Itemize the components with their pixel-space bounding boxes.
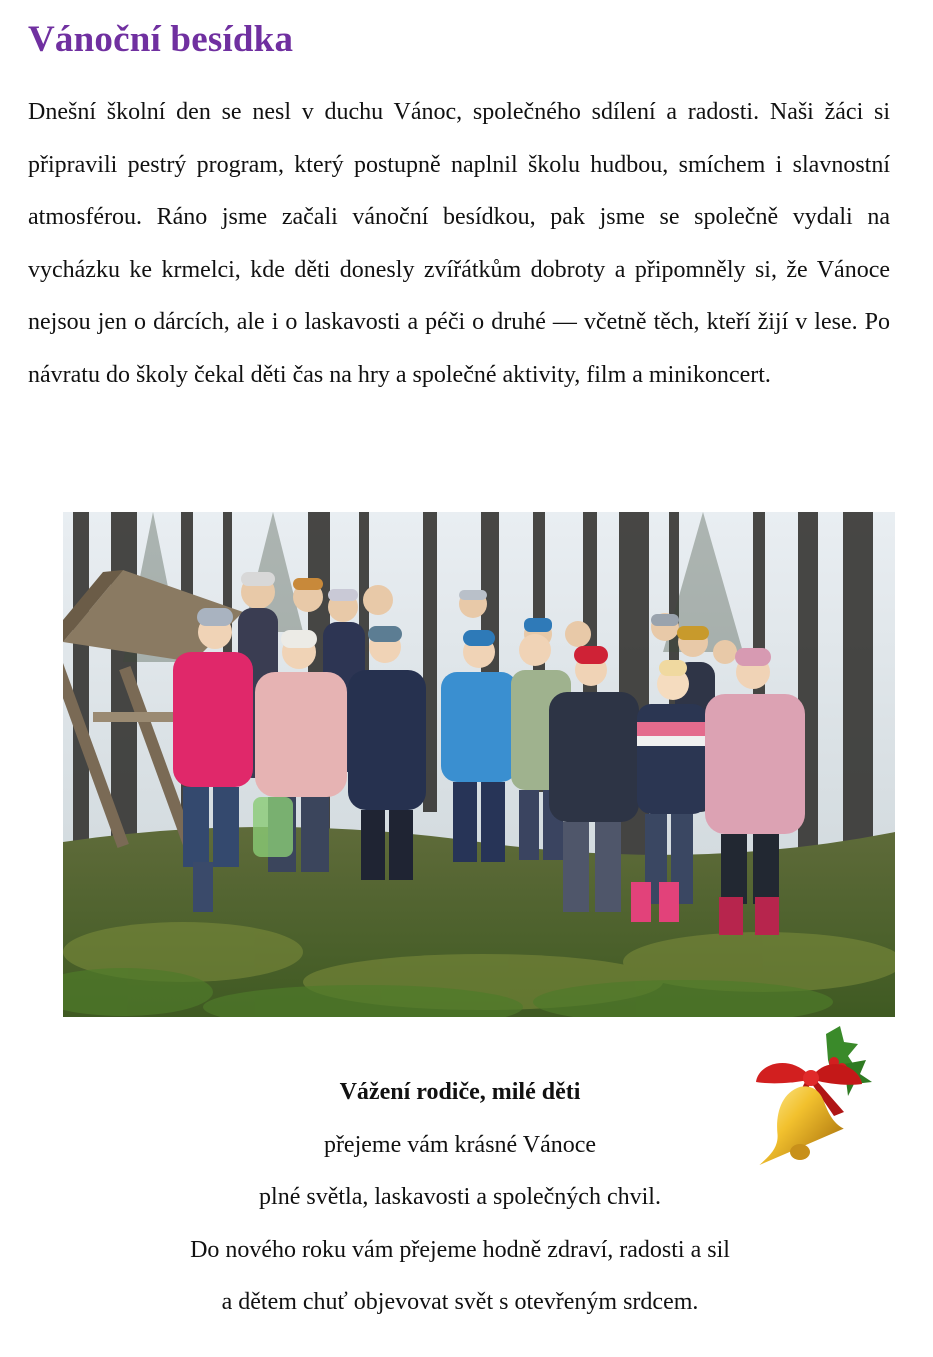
greeting-salutation: Vážení rodiče, milé děti [339, 1079, 581, 1105]
page-title: Vánoční besídka [28, 19, 294, 60]
group-photo [63, 512, 895, 1017]
article-body: Dnešní školní den se nesl v duchu Vánoc, společného sdílení a radosti. Naši žáci si připravili pestrý program, který postupně naplnil školu hudbou, smíchem i slavnostní atmosférou. Ráno jsme začali vánoční besídkou, pak jsme se společně vydali na vycházku ke krmelci, kde děti donesly zvířátkům dobroty a připomněly si, že Vánoce nejsou jen o dárcích, ale i o laskavosti a péči o druhé — včetně těch, kteří žijí v lese. Po návratu do školy čekal děti čas na hry a společné aktivity, film a minikoncert. [28, 99, 890, 388]
greeting-line: a dětem chuť objevovat svět s otevřeným srdcem. [221, 1289, 699, 1315]
forest-photo-illustration [63, 512, 895, 1017]
greeting-line: Do nového roku vám přejeme hodně zdraví, radosti a sil [190, 1236, 730, 1263]
greeting-line: plné světla, laskavosti a společných chvil. [259, 1184, 661, 1210]
greeting-line: přejeme vám krásné Vánoce [323, 1131, 597, 1158]
christmas-bell-icon [748, 1024, 874, 1166]
